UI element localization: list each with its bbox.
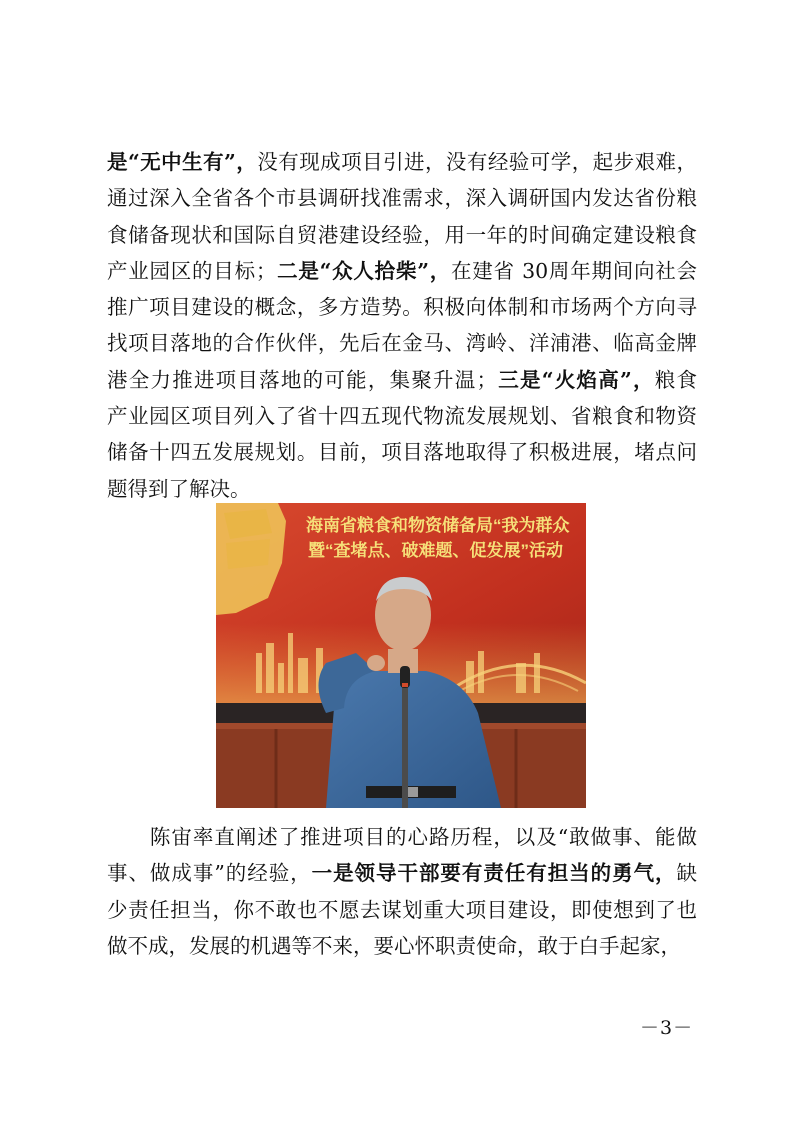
- text-run: 找项目落地的合作伙伴，先后在金马、湾岭、洋浦港、临高金牌: [107, 331, 697, 356]
- page-number: －3－: [640, 1017, 694, 1039]
- paragraph1-line: [107, 471, 697, 507]
- text-run: 题得到了解决。: [107, 476, 251, 501]
- bold-text: 二是“众人拾柴”，: [276, 258, 452, 283]
- text-run: 事、做成事”的经验，: [107, 861, 312, 886]
- bold-text: 三是“火焰高”，: [497, 367, 655, 392]
- text-run: 做不成，发展的机遇等不来，要心怀职责使命，敢于白手起家，: [107, 933, 681, 958]
- paragraph1-line: [107, 434, 697, 470]
- event-photo: [216, 503, 586, 808]
- bold-text: 一是领导干部要有责任有担当的勇气，: [311, 861, 677, 886]
- paragraph-2: [107, 819, 697, 964]
- text-run: 缺: [676, 861, 698, 886]
- text-run: 少责任担当，你不敢也不愿去谋划重大项目建设，即使想到了也: [107, 897, 697, 922]
- paragraph1-line: [107, 362, 697, 398]
- text-run: 通过深入全省各个市县调研找准需求，深入调研国内发达省份粮: [107, 186, 697, 211]
- text-run: 港全力推进项目落地的可能，集聚升温；: [107, 367, 498, 392]
- paragraph1-line: [107, 289, 697, 325]
- event-photo-image: [216, 503, 586, 808]
- text-run: 陈宙率直阐述了推进项目的心路历程，以及“敢做事、能做: [107, 825, 697, 849]
- paragraph1-line: [107, 398, 697, 434]
- text-run: 推广项目建设的概念，多方造势。积极向体制和市场两个方向寻: [107, 295, 697, 320]
- text-run: 产业园区的目标；: [107, 258, 277, 283]
- paragraph1-line: [107, 144, 697, 180]
- paragraph1-line: [107, 217, 697, 253]
- paragraph-1: [107, 144, 697, 507]
- banner-line-1: 海南省粮食和物资储备局“我为群众: [306, 516, 570, 535]
- text-run: 粮食: [654, 367, 698, 392]
- bold-text: 是“无中生有”，: [107, 150, 258, 174]
- text-run: 产业园区项目列入了省十四五现代物流发展规划、省粮食和物资: [107, 404, 697, 429]
- banner-line-2: 暨“查堵点、破难题、促发展”活动: [308, 541, 563, 560]
- text-run: 没有现成项目引进，没有经验可学，起步艰难，: [257, 150, 697, 174]
- paragraph2-line: [107, 928, 697, 964]
- paragraph1-line: [107, 180, 697, 216]
- paragraph2-line: [107, 819, 697, 855]
- paragraph2-line: [107, 855, 697, 891]
- text-run: 储备十四五发展规划。目前，项目落地取得了积极进展，堵点问: [107, 440, 697, 465]
- text-run: 在建省 30周年期间向社会: [451, 258, 697, 283]
- text-run: 食储备现状和国际自贸港建设经验，用一年的时间确定建设粮食: [107, 222, 697, 247]
- paragraph2-line: [107, 892, 697, 928]
- paragraph1-line: [107, 253, 697, 289]
- paragraph1-line: [107, 325, 697, 361]
